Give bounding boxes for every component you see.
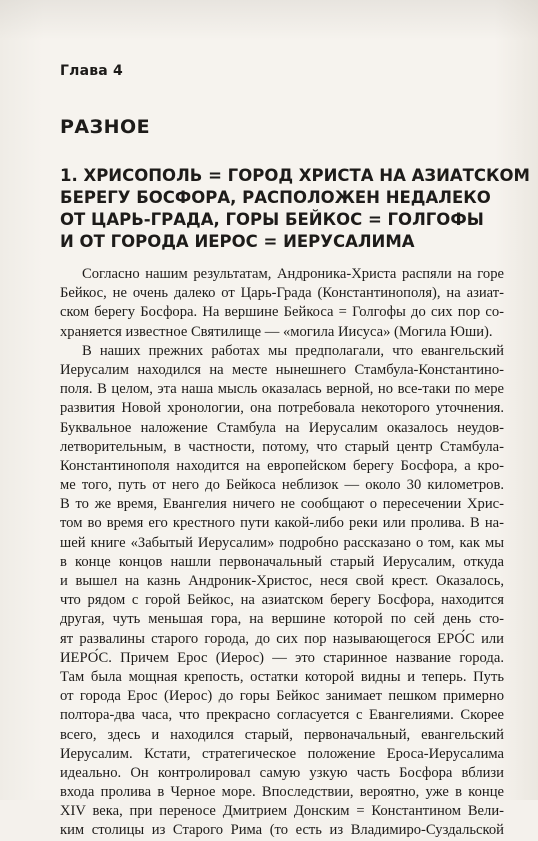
text-line: ме того, путь от него до Бейкоса неблизок — около 30 километров. — [60, 477, 504, 494]
text-line: развития Новой хронологии, она потребовала некоторого уточнения. — [60, 400, 504, 417]
text-line: ят развалины старого города, до сих пор называющегося ЕРО́С или — [60, 630, 504, 647]
text-line: Там была мощная крепость, остатки которой видны и теперь. Путь — [60, 668, 504, 685]
text-line: XIV века, при переносе Дмитрием Донским = Константином Вели- — [60, 803, 504, 820]
text-line: в конце концов нашли первоначальный старый Иерусалим, откуда — [60, 553, 504, 570]
text-line: ИЕРО́С. Причем Ерос (Иерос) — это старинное название города. — [60, 649, 504, 666]
text-line: идеально. Он контролировал самую узкую часть Босфора вблизи — [60, 764, 504, 781]
text-line: Бейкос, не очень далеко от Царь-Града (Константинополя), на азиат- — [60, 285, 504, 302]
chapter-label: Глава 4 — [60, 63, 123, 79]
text-line: храняется известное Святилище — «могила Иисуса» (Могила Юши). — [60, 323, 493, 340]
text-line: летворительным, в частности, потому, что старый центр Стамбула- — [60, 438, 504, 455]
text-line: что рядом с горой Бейкос, на азиатском берегу Босфора, находится — [60, 592, 504, 609]
text-line: и вышел на казнь Андроник-Христос, неся свой крест. Оказалось, — [60, 573, 504, 589]
text-line: ким столицы из Старого Рима (то есть из Владимиро-Суздальской — [60, 822, 504, 839]
text-line: шей книге «Забытый Иерусалим» подробно рассказано о том, как мы — [60, 534, 504, 551]
text-line: входа пролива в Черное море. Впоследствии, вероятно, уже в конце — [60, 784, 504, 801]
text-line: ском берегу Босфора. На вершине Бейкоса = Голгофы до сих пор со- — [60, 304, 504, 321]
text-line: В наших прежних работах мы предполагали, что евангельский — [82, 342, 504, 359]
scan-shadow — [0, 0, 538, 40]
text-line: от города Ерос (Иерос) до горы Бейкос занимает пешком примерно — [60, 688, 504, 705]
text-line: Константинополя находится на европейском берегу Босфора, а кро- — [60, 457, 504, 474]
text-line: другая, чуть меньшая гора, на вершине которой по сей день сто- — [60, 611, 504, 628]
text-line: поля. В целом, эта наша мысль оказалась верной, но все-таки по мере — [60, 381, 504, 398]
text-line: Буквальное наложение Стамбула на Иерусалим оказалось неудов- — [60, 419, 504, 436]
text-line: В то же время, Евангелия ничего не сообщают о пересечении Хрис- — [60, 496, 504, 513]
section-heading — [60, 165, 530, 253]
section-heading-line: БЕРЕГУ БОСФОРА, РАСПОЛОЖЕН НЕДАЛЕКО — [60, 188, 491, 207]
chapter-title: РАЗНОЕ — [60, 116, 151, 138]
text-line: Иерусалим. Кстати, стратегическое положение Ероса-Иерусалима — [60, 745, 504, 762]
section-heading-line: ОТ ЦАРЬ-ГРАДА, ГОРЫ БЕЙКОС = ГОЛГОФЫ — [60, 210, 484, 229]
text-line: том во время его крестного пути какой-либо реки или пролива. В на- — [60, 515, 504, 532]
text-line: Согласно нашим результатам, Андроника-Христа распяли на горе — [82, 266, 504, 282]
body-text — [60, 265, 504, 841]
text-line: полтора-два часа, что прекрасно согласуется с Евангелиями. Скорее — [60, 707, 504, 724]
text-line: всего, здесь и находился старый, первоначальный, евангельский — [60, 726, 504, 743]
text-line: Иерусалим находился на месте нынешнего Стамбула-Константино- — [60, 361, 504, 378]
section-heading-line: 1. ХРИСОПОЛЬ = ГОРОД ХРИСТА НА АЗИАТСКОМ — [60, 166, 530, 185]
section-heading-line: И ОТ ГОРОДА ИЕРОС = ИЕРУСАЛИМА — [60, 232, 415, 251]
